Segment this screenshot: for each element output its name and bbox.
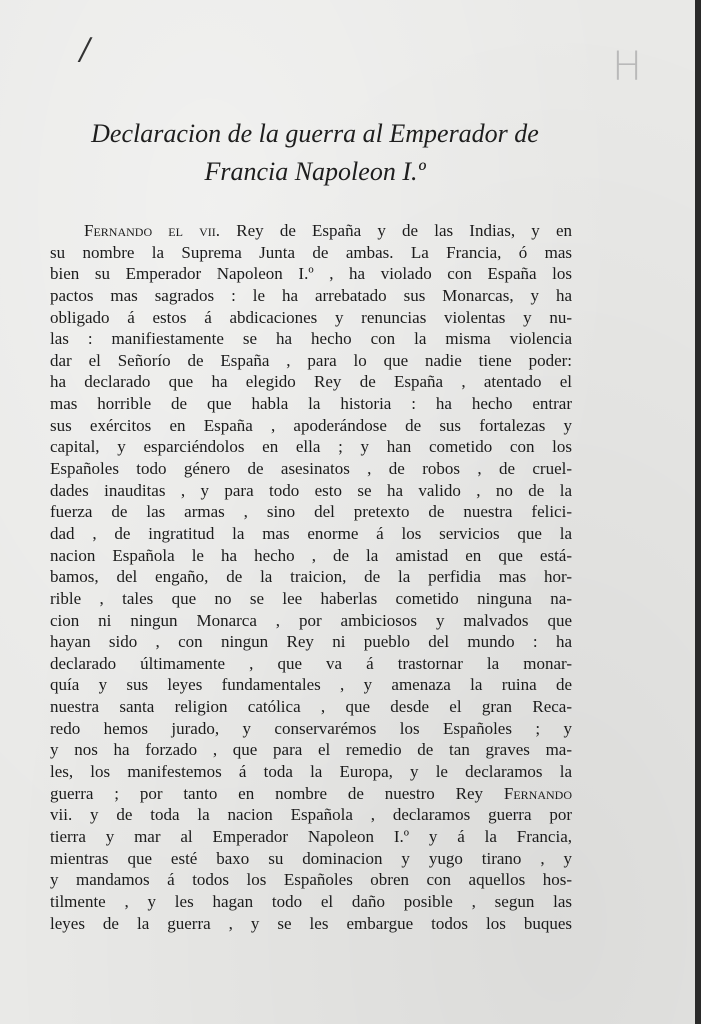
title-line-1: Declaracion de la guerra al Emperador de	[91, 119, 539, 148]
body-line: mas horrible de que habla la historia : ha hecho entrar	[50, 394, 572, 414]
body-line: y nos ha forzado , que para el remedio de tan graves ma-	[50, 740, 572, 760]
body-line: su nombre la Suprema Junta de ambas. La Francia, ó mas	[50, 242, 572, 262]
title-line-2: Francia Napoleon I.º	[204, 157, 426, 186]
king-name: Fernando	[503, 783, 573, 803]
body-line: bamos, del engaño, de la traicion, de la perfidia mas hor-	[50, 567, 572, 587]
body-line: nacion Española le ha hecho , de la amistad en que está-	[50, 545, 572, 565]
document-body	[50, 220, 572, 934]
body-line: Españoles todo género de asesinatos , de robos , de cruel-	[50, 459, 572, 479]
document-title	[40, 115, 590, 191]
body-line: dar el Señorío de España , para lo que nadie tiene poder:	[50, 350, 572, 370]
body-line: nuestra santa religion católica , que desde el gran Reca-	[50, 697, 572, 717]
body-line: guerra ; por tanto en nombre de nuestro Rey Fernando	[50, 783, 573, 803]
body-line: tilmente , y les hagan todo el daño posible , segun las	[50, 891, 572, 911]
body-line: capital, y esparciéndolos en ella ; y han cometido con los	[50, 437, 572, 457]
body-line: rible , tales que no se lee haberlas cometido ninguna na-	[50, 588, 572, 608]
body-line: las : manifiestamente se ha hecho con la misma violencia	[50, 329, 572, 349]
body-line: cion ni ningun Monarca , por ambiciosos y malvados que	[50, 610, 572, 630]
body-line: pactos mas sagrados : le ha arrebatado sus Monarcas, y ha	[50, 285, 572, 305]
body-line: mientras que esté baxo su dominacion y yugo tirano , y	[50, 848, 572, 868]
body-line: sus exércitos en España , apoderándose de sus fortalezas y	[50, 415, 572, 435]
handwritten-mark-right: H	[612, 44, 643, 90]
body-line: bien su Emperador Napoleon I.º , ha violado con España los	[50, 264, 572, 284]
body-line: hayan sido , con ningun Rey ni pueblo del mundo : ha	[50, 632, 572, 652]
handwritten-mark-left: /	[80, 32, 91, 67]
body-line: les, los manifestemos á toda la Europa, y le declaramos la	[50, 762, 572, 782]
body-line: vii. y de toda la nacion Española , declaramos guerra por	[50, 805, 572, 825]
body-line: tierra y mar al Emperador Napoleon I.º y á la Francia,	[50, 826, 572, 846]
body-line: quía y sus leyes fundamentales , y amenaza la ruina de	[50, 675, 572, 695]
body-line: Fernando el vii. Rey de España y de las Indias, y en	[84, 221, 573, 240]
body-line: leyes de la guerra , y se les embargue todos los buques	[50, 913, 572, 933]
body-line: declarado últimamente , que va á trastornar la monar-	[50, 653, 572, 673]
body-line: fuerza de las armas , sino del pretexto de nuestra felici-	[50, 502, 572, 522]
body-line: obligado á estos á abdicaciones y renuncias violentas y nu-	[50, 307, 572, 327]
page-edge-shadow	[695, 0, 698, 1024]
body-line: redo hemos jurado, y conservarémos los Españoles ; y	[50, 718, 572, 738]
body-line: ha declarado que ha elegido Rey de España , atentado el	[50, 372, 572, 392]
body-line: dades inauditas , y para todo esto se ha valido , no de la	[50, 480, 572, 500]
body-line: dad , de ingratitud la mas enorme á los servicios que la	[50, 523, 572, 543]
king-name-lead: Fernando el vii.	[84, 221, 221, 240]
body-line: y mandamos á todos los Españoles obren con aquellos hos-	[50, 870, 572, 890]
